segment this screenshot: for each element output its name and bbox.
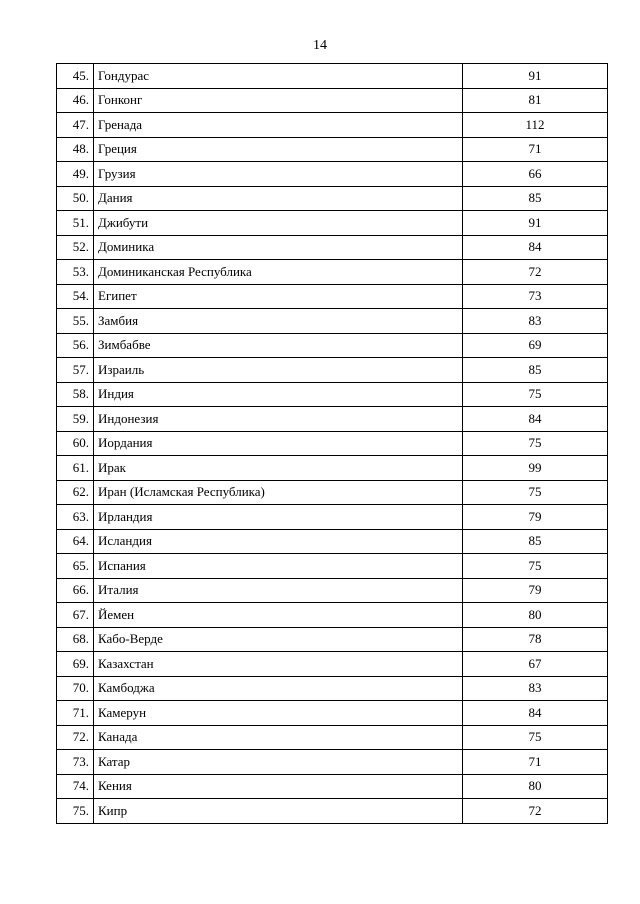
country-name: Италия (94, 578, 463, 603)
country-name: Доминика (94, 235, 463, 260)
value-cell: 79 (463, 505, 608, 530)
value-cell: 75 (463, 725, 608, 750)
country-name: Зимбабве (94, 333, 463, 358)
table-row (57, 725, 608, 750)
row-number: 52. (57, 235, 94, 260)
country-name: Казахстан (94, 652, 463, 677)
country-name: Египет (94, 284, 463, 309)
country-name: Гонконг (94, 88, 463, 113)
value-cell: 85 (463, 529, 608, 554)
value-cell: 112 (463, 113, 608, 138)
country-name: Грузия (94, 162, 463, 187)
country-name: Гренада (94, 113, 463, 138)
country-name: Исландия (94, 529, 463, 554)
row-number: 50. (57, 186, 94, 211)
value-cell: 91 (463, 211, 608, 236)
country-name: Иран (Исламская Республика) (94, 480, 463, 505)
row-number: 54. (57, 284, 94, 309)
table-row (57, 260, 608, 285)
country-name: Индонезия (94, 407, 463, 432)
value-cell: 85 (463, 358, 608, 383)
row-number: 53. (57, 260, 94, 285)
row-number: 72. (57, 725, 94, 750)
row-number: 70. (57, 676, 94, 701)
row-number: 58. (57, 382, 94, 407)
row-number: 57. (57, 358, 94, 383)
table-row (57, 211, 608, 236)
value-cell: 75 (463, 480, 608, 505)
country-name: Дания (94, 186, 463, 211)
row-number: 63. (57, 505, 94, 530)
table-row (57, 407, 608, 432)
table-row (57, 603, 608, 628)
value-cell: 73 (463, 284, 608, 309)
table-row (57, 309, 608, 334)
row-number: 67. (57, 603, 94, 628)
value-cell: 71 (463, 750, 608, 775)
row-number: 62. (57, 480, 94, 505)
table-row (57, 554, 608, 579)
country-name: Кения (94, 774, 463, 799)
value-cell: 84 (463, 701, 608, 726)
value-cell: 75 (463, 431, 608, 456)
table-row (57, 64, 608, 89)
row-number: 55. (57, 309, 94, 334)
value-cell: 85 (463, 186, 608, 211)
value-cell: 78 (463, 627, 608, 652)
table-row (57, 431, 608, 456)
value-cell: 69 (463, 333, 608, 358)
country-name: Испания (94, 554, 463, 579)
table-row (57, 162, 608, 187)
table-row (57, 529, 608, 554)
country-name: Гондурас (94, 64, 463, 89)
table-row (57, 652, 608, 677)
table-row (57, 774, 608, 799)
country-name: Израиль (94, 358, 463, 383)
row-number: 49. (57, 162, 94, 187)
value-cell: 67 (463, 652, 608, 677)
value-cell: 80 (463, 603, 608, 628)
row-number: 56. (57, 333, 94, 358)
row-number: 47. (57, 113, 94, 138)
value-cell: 71 (463, 137, 608, 162)
row-number: 68. (57, 627, 94, 652)
value-cell: 66 (463, 162, 608, 187)
value-cell: 91 (463, 64, 608, 89)
value-cell: 84 (463, 407, 608, 432)
value-cell: 84 (463, 235, 608, 260)
country-table (56, 63, 608, 824)
value-cell: 75 (463, 382, 608, 407)
value-cell: 75 (463, 554, 608, 579)
table-row (57, 88, 608, 113)
value-cell: 83 (463, 676, 608, 701)
table-row (57, 235, 608, 260)
table-row (57, 480, 608, 505)
country-name: Джибути (94, 211, 463, 236)
page-number: 14 (313, 38, 327, 53)
country-name: Камбоджа (94, 676, 463, 701)
row-number: 65. (57, 554, 94, 579)
table-row (57, 750, 608, 775)
table-row (57, 137, 608, 162)
table-row (57, 627, 608, 652)
table-row (57, 113, 608, 138)
country-name: Замбия (94, 309, 463, 334)
country-name: Ирак (94, 456, 463, 481)
row-number: 51. (57, 211, 94, 236)
table-row (57, 284, 608, 309)
row-number: 46. (57, 88, 94, 113)
row-number: 45. (57, 64, 94, 89)
country-name: Канада (94, 725, 463, 750)
table-row (57, 456, 608, 481)
value-cell: 83 (463, 309, 608, 334)
table-row (57, 676, 608, 701)
country-name: Греция (94, 137, 463, 162)
table-row (57, 358, 608, 383)
country-name: Кабо-Верде (94, 627, 463, 652)
row-number: 61. (57, 456, 94, 481)
table-row (57, 578, 608, 603)
table-row (57, 186, 608, 211)
country-name: Индия (94, 382, 463, 407)
row-number: 66. (57, 578, 94, 603)
value-cell: 80 (463, 774, 608, 799)
table-row (57, 505, 608, 530)
country-name: Кипр (94, 799, 463, 824)
value-cell: 99 (463, 456, 608, 481)
country-name: Доминиканская Республика (94, 260, 463, 285)
row-number: 71. (57, 701, 94, 726)
country-name: Иордания (94, 431, 463, 456)
table-row (57, 799, 608, 824)
country-name: Камерун (94, 701, 463, 726)
table-row (57, 382, 608, 407)
value-cell: 72 (463, 260, 608, 285)
country-name: Ирландия (94, 505, 463, 530)
country-name: Катар (94, 750, 463, 775)
value-cell: 79 (463, 578, 608, 603)
row-number: 48. (57, 137, 94, 162)
table-row (57, 333, 608, 358)
row-number: 60. (57, 431, 94, 456)
country-name: Йемен (94, 603, 463, 628)
row-number: 59. (57, 407, 94, 432)
row-number: 69. (57, 652, 94, 677)
table-body (57, 64, 608, 824)
table-row (57, 701, 608, 726)
value-cell: 72 (463, 799, 608, 824)
row-number: 64. (57, 529, 94, 554)
value-cell: 81 (463, 88, 608, 113)
row-number: 73. (57, 750, 94, 775)
row-number: 74. (57, 774, 94, 799)
row-number: 75. (57, 799, 94, 824)
